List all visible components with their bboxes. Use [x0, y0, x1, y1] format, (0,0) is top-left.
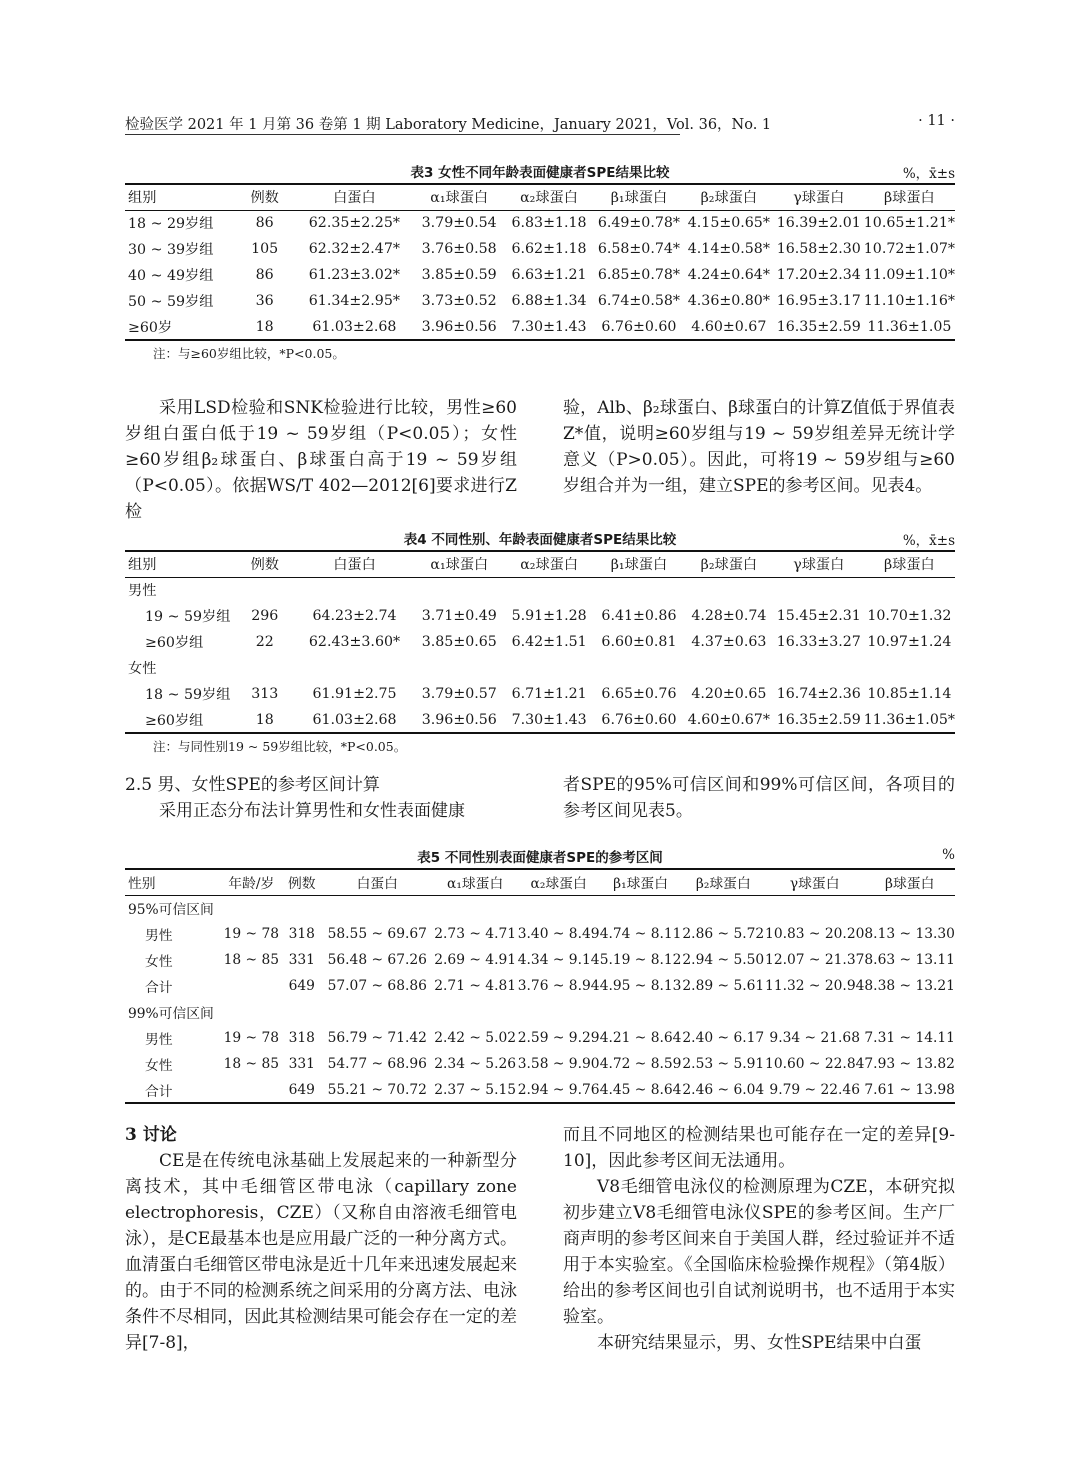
- table-cell: 6.65±0.76: [601, 686, 677, 702]
- table-3-unit: %，x̄±s: [902, 166, 955, 182]
- paragraph-text: 本研究结果显示，男、女性SPE结果中白蛋: [597, 1333, 922, 1353]
- table-cell: 3.79±0.57: [421, 686, 497, 702]
- table-cell: 6.88±1.34: [511, 293, 587, 309]
- table-cell: 18 ~ 59岁组: [145, 687, 231, 703]
- table-cell: 8.38 ~ 13.21: [864, 978, 955, 994]
- table-4-header-row: [125, 551, 955, 577]
- table-4-note: 注：与同性别19 ~ 59岁组比较，*P<0.05。: [153, 739, 407, 754]
- table-cell: 55.21 ~ 70.72: [327, 1081, 427, 1098]
- column-header: α₂球蛋白: [520, 557, 579, 574]
- column-header: α₁球蛋白: [430, 557, 489, 574]
- column-header: β₁球蛋白: [610, 557, 668, 574]
- table-cell: 4.37±0.63: [691, 634, 767, 650]
- column-header: β₂球蛋白: [700, 190, 758, 207]
- table-cell: 318: [288, 926, 315, 942]
- table-cell: 6.83±1.18: [511, 215, 587, 232]
- table-row: [125, 707, 955, 733]
- table-cell: 7.30±1.43: [511, 318, 587, 335]
- table-4-unit: %，x̄±s: [902, 533, 955, 549]
- table-5-unit: %: [942, 847, 955, 863]
- table-cell: 6.76±0.60: [601, 318, 677, 335]
- table-cell: 318: [288, 1030, 315, 1046]
- table-cell: [221, 973, 282, 999]
- table-cell: 女性: [145, 954, 173, 970]
- table-3-header-row: [125, 184, 955, 210]
- table-cell: 4.74 ~ 8.11: [599, 926, 682, 942]
- table-cell: 8.13 ~ 13.30: [864, 926, 955, 942]
- table-cell: 86: [255, 267, 274, 283]
- column-header: 白蛋白: [333, 190, 376, 207]
- table-cell: 3.71±0.49: [421, 608, 497, 624]
- table-5-caption-row: [125, 846, 955, 868]
- table-cell: 2.73 ~ 4.71: [434, 926, 517, 942]
- table-cell: 男性: [145, 928, 173, 944]
- table-cell: 3.76±0.58: [421, 241, 497, 257]
- table-cell: 61.03±2.68: [312, 711, 397, 728]
- section-3-left: [125, 1122, 517, 1356]
- column-header: β₂球蛋白: [695, 876, 751, 893]
- table-3: [125, 161, 955, 362]
- table-row: [125, 947, 955, 973]
- table-cell: 2.37 ~ 5.15: [434, 1081, 517, 1098]
- table-cell: 2.94 ~ 9.76: [517, 1081, 600, 1098]
- paragraph-text: CE是在传统电泳基础上发展起来的一种新型分离技术，其中毛细管区带电泳（capillary zone electrophoresis，CZE）（又称自由溶液毛细管电泳），是CE最基本也是应用最广泛的一种分离方式。血清蛋白毛细管区带电泳是近十几年来迅速发展起来的。由于不同的检测系统之间采用的分离方法、电泳条件不尽相同，因此其检测结果可能会存在一定的差异[7-8]，: [125, 1151, 517, 1353]
- table-cell: 6.71±1.21: [511, 686, 587, 702]
- table-cell: 16.58±2.30: [776, 241, 861, 257]
- section-3-right: [563, 1122, 955, 1356]
- table-cell: 2.59 ~ 9.29: [517, 1030, 600, 1046]
- table-cell: 54.77 ~ 68.96: [327, 1056, 427, 1072]
- table-cell: 62.35±2.25*: [308, 215, 400, 232]
- table-cell: 10.97±1.24: [867, 634, 952, 650]
- table-row: [125, 973, 955, 999]
- paragraph-lsd-right: [563, 395, 955, 499]
- table-cell: 10.85±1.14: [867, 686, 952, 702]
- table-row: [125, 210, 955, 236]
- table-4-caption: 表4 不同性别、年龄表面健康者SPE结果比较: [403, 532, 677, 548]
- table-3-note: 注：与≥60岁组比较，*P<0.05。: [153, 346, 345, 361]
- table-cell: 3.76 ~ 8.94: [517, 978, 600, 994]
- table-cell: 6.76±0.60: [601, 711, 677, 728]
- column-header: α₁球蛋白: [447, 876, 504, 893]
- table-cell: 649: [288, 1081, 315, 1098]
- table-cell: 50 ~ 59岁组: [128, 294, 214, 310]
- table-cell: 3.40 ~ 8.49: [517, 926, 600, 942]
- table-row: [125, 921, 955, 947]
- table-cell: 10.65±1.21*: [863, 215, 955, 232]
- table-cell: 64.23±2.74: [312, 608, 397, 624]
- table-cell: 4.34 ~ 9.14: [517, 952, 600, 968]
- table-cell: 11.36±1.05*: [863, 711, 955, 728]
- column-header: α₂球蛋白: [520, 190, 578, 207]
- table-cell: 2.86 ~ 5.72: [682, 926, 765, 942]
- table-cell: 649: [288, 978, 315, 994]
- table-cell: 4.72 ~ 8.59: [599, 1056, 682, 1072]
- column-header: 例数: [250, 190, 279, 207]
- table-cell: 58.55 ~ 69.67: [327, 926, 427, 942]
- column-header: α₁球蛋白: [430, 190, 489, 207]
- table-cell: 16.35±2.59: [776, 318, 861, 335]
- table-cell: 6.42±1.51: [511, 634, 587, 650]
- table-cell: 3.96±0.56: [421, 711, 497, 728]
- table-cell: 3.85±0.65: [421, 634, 497, 650]
- table-5-caption: 表5 不同性别表面健康者SPE的参考区间: [417, 850, 663, 866]
- table-4: [125, 528, 955, 755]
- table-cell: 16.33±3.27: [776, 634, 861, 650]
- table-cell: 12.07 ~ 21.37: [765, 952, 865, 968]
- column-header: 年龄/岁: [228, 876, 275, 893]
- group-label: 99%可信区间: [128, 1006, 214, 1022]
- column-header: 白蛋白: [356, 876, 398, 893]
- table-cell: 36: [255, 293, 274, 309]
- table-cell: 10.70±1.32: [867, 608, 952, 624]
- header-rule: [125, 134, 680, 135]
- table-cell: 4.24±0.64*: [687, 267, 770, 283]
- table-cell: 331: [288, 1056, 315, 1072]
- column-header: 组别: [128, 557, 157, 574]
- table-cell: 62.32±2.47*: [308, 241, 400, 257]
- table-cell: 5.19 ~ 8.12: [599, 952, 682, 968]
- table-cell: 6.41±0.86: [601, 608, 677, 624]
- group-row: [125, 999, 955, 1025]
- table-5-grid: [125, 868, 955, 1104]
- column-header: 性别: [128, 876, 156, 893]
- table-cell: 61.03±2.68: [312, 318, 397, 335]
- table-cell: 18: [255, 711, 274, 728]
- column-header: γ球蛋白: [793, 190, 845, 207]
- table-cell: 61.23±3.02*: [308, 267, 400, 283]
- table-cell: 10.60 ~ 22.84: [765, 1056, 865, 1072]
- table-5: [125, 846, 955, 1104]
- table-cell: 15.45±2.31: [776, 608, 861, 624]
- table-cell: 19 ~ 59岁组: [145, 609, 231, 625]
- table-cell: 9.79 ~ 22.46: [769, 1081, 860, 1098]
- table-cell: 56.48 ~ 67.26: [327, 952, 427, 968]
- table-row: [125, 314, 955, 340]
- group-label: 男性: [128, 583, 157, 600]
- table-cell: 19 ~ 78: [223, 926, 280, 942]
- table-cell: 4.36±0.80*: [687, 293, 770, 309]
- table-cell: 40 ~ 49岁组: [128, 268, 214, 284]
- table-cell: 296: [251, 608, 279, 624]
- table-cell: 105: [251, 241, 279, 257]
- table-row: [125, 262, 955, 288]
- table-cell: 18 ~ 29岁组: [128, 216, 214, 233]
- table-cell: 7.30±1.43: [511, 711, 587, 728]
- table-cell: 2.42 ~ 5.02: [434, 1030, 517, 1046]
- section-3-heading: 3 讨论: [125, 1125, 177, 1145]
- column-header: α₂球蛋白: [530, 876, 587, 893]
- table-cell: 4.28±0.74: [691, 608, 767, 624]
- table-cell: 5.91±1.28: [511, 608, 587, 624]
- paragraph-text: V8毛细管电泳仪的检测原理为CZE，本研究拟初步建立V8毛细管电泳仪SPE的参考区间。生产厂商声明的参考区间来自于美国人群，经过验证并不适用于本实验室。《全国临床检验操作规程》（第4版）给出的参考区间也引自试剂说明书，也不适用于本实验室。: [563, 1177, 955, 1327]
- table-cell: 16.39±2.01: [776, 215, 861, 232]
- group-row: [125, 577, 955, 603]
- section-2-5-right: [563, 772, 955, 824]
- table-cell: 6.62±1.18: [511, 241, 587, 257]
- table-cell: 男性: [145, 1032, 173, 1048]
- table-cell: 4.14±0.58*: [687, 241, 770, 257]
- table-cell: 2.46 ~ 6.04: [682, 1081, 765, 1098]
- table-3-grid: [125, 183, 955, 341]
- table-cell: 11.09±1.10*: [863, 267, 955, 283]
- table-cell: 61.91±2.75: [312, 686, 397, 702]
- paragraph-text: 验，Alb、β₂球蛋白、β球蛋白的计算Z值低于界值表Z*值，说明≥60岁组与19 ~ 59岁组差异无统计学意义（P>0.05）。因此，可将19 ~ 59岁组与≥60岁组合并为一组，建立SPE的参考区间。见表4。: [563, 398, 955, 496]
- section-2-5-heading: 2.5 男、女性SPE的参考区间计算: [125, 775, 380, 795]
- table-cell: 16.95±3.17: [776, 293, 861, 309]
- table-cell: 19 ~ 78: [223, 1030, 280, 1046]
- column-header: β球蛋白: [885, 876, 935, 893]
- table-cell: 2.94 ~ 5.50: [682, 952, 765, 968]
- table-cell: 4.20±0.65: [691, 686, 767, 702]
- table-cell: 4.60±0.67: [691, 318, 767, 335]
- column-header: β₂球蛋白: [700, 557, 758, 574]
- table-cell: 2.40 ~ 6.17: [682, 1030, 765, 1046]
- table-cell: 86: [255, 215, 274, 232]
- table-cell: 4.95 ~ 8.13: [599, 978, 682, 994]
- table-cell: 3.96±0.56: [421, 318, 497, 335]
- table-cell: 合计: [145, 1083, 173, 1100]
- section-2-5-left: [125, 772, 517, 824]
- table-cell: 6.74±0.58*: [597, 293, 680, 309]
- table-row: [125, 681, 955, 707]
- table-cell: 2.34 ~ 5.26: [434, 1056, 517, 1072]
- table-cell: 22: [255, 634, 274, 650]
- table-cell: 18: [255, 318, 274, 335]
- table-cell: 3.79±0.54: [421, 215, 497, 232]
- group-row: [125, 655, 955, 681]
- table-cell: 4.60±0.67*: [687, 711, 770, 728]
- table-cell: 313: [251, 686, 279, 702]
- table-cell: 11.32 ~ 20.94: [765, 978, 865, 994]
- table-4-caption-row: [125, 528, 955, 550]
- table-cell: 18 ~ 85: [223, 1056, 280, 1072]
- paragraph-lsd-left: [125, 395, 517, 525]
- table-cell: 2.53 ~ 5.91: [682, 1056, 765, 1072]
- column-header: 例数: [287, 876, 316, 893]
- table-cell: 11.36±1.05: [867, 318, 952, 335]
- table-3-caption-row: [125, 161, 955, 183]
- table-cell: 2.71 ~ 4.81: [434, 978, 517, 994]
- table-cell: 6.60±0.81: [601, 634, 677, 650]
- group-row: [125, 895, 955, 921]
- table-cell: 3.85±0.59: [421, 267, 497, 283]
- paragraph-text: 采用LSD检验和SNK检验进行比较，男性≥60岁组白蛋白低于19 ~ 59岁组（P<0.05）；女性≥60岁组β₂球蛋白、β球蛋白高于19 ~ 59岁组（P<0.05）。依据WS/T 402—2012[6]要求进行Z检: [125, 398, 517, 522]
- table-3-caption: 表3 女性不同年龄表面健康者SPE结果比较: [410, 165, 670, 181]
- table-row: [125, 629, 955, 655]
- group-label: 女性: [128, 661, 157, 677]
- table-cell: 7.61 ~ 13.98: [864, 1081, 955, 1098]
- table-cell: 4.45 ~ 8.64: [599, 1081, 682, 1098]
- table-row: [125, 236, 955, 262]
- table-cell: 6.63±1.21: [511, 267, 587, 283]
- column-header: β球蛋白: [883, 190, 935, 207]
- column-header: β球蛋白: [883, 557, 935, 574]
- table-cell: 57.07 ~ 68.86: [327, 978, 427, 994]
- table-cell: 7.93 ~ 13.82: [864, 1056, 955, 1072]
- table-cell: 2.89 ~ 5.61: [682, 978, 765, 994]
- table-cell: 10.72±1.07*: [863, 241, 955, 257]
- table-cell: ≥60岁组: [145, 712, 204, 729]
- paragraph-text: 而且不同地区的检测结果也可能存在一定的差异[9-10]，因此参考区间无法通用。: [563, 1125, 955, 1171]
- table-cell: ≥60岁组: [145, 635, 204, 651]
- table-row: [125, 603, 955, 629]
- table-cell: 6.58±0.74*: [597, 241, 680, 257]
- column-header: 白蛋白: [333, 557, 376, 574]
- column-header: β₁球蛋白: [613, 876, 669, 893]
- column-header: 例数: [250, 557, 279, 574]
- table-cell: 女性: [145, 1058, 173, 1074]
- journal-citation: 检验医学 2021 年 1 月第 36 卷第 1 期 Laboratory Medicine，January 2021，Vol. 36，No. 1: [125, 117, 772, 133]
- paragraph-text: 者SPE的95%可信区间和99%可信区间，各项目的参考区间见表5。: [563, 775, 955, 821]
- table-cell: 4.21 ~ 8.64: [599, 1030, 682, 1046]
- table-cell: 合计: [145, 980, 173, 996]
- column-header: γ球蛋白: [793, 557, 845, 574]
- table-cell: 16.35±2.59: [776, 711, 861, 728]
- table-5-header-row: [125, 869, 955, 895]
- table-cell: 10.83 ~ 20.20: [765, 926, 865, 942]
- column-header: γ球蛋白: [789, 876, 840, 893]
- table-cell: 4.15±0.65*: [687, 215, 770, 232]
- table-row: [125, 288, 955, 314]
- table-cell: ≥60岁: [128, 319, 173, 336]
- table-cell: [221, 1077, 282, 1103]
- table-row: [125, 1025, 955, 1051]
- table-cell: 17.20±2.34: [776, 267, 861, 283]
- table-cell: 9.34 ~ 21.68: [769, 1030, 860, 1046]
- table-cell: 8.63 ~ 13.11: [864, 952, 955, 968]
- column-header: 组别: [128, 190, 157, 207]
- table-cell: 56.79 ~ 71.42: [327, 1030, 427, 1046]
- column-header: β₁球蛋白: [610, 190, 668, 207]
- paragraph-text: 采用正态分布法计算男性和女性表面健康: [159, 801, 465, 821]
- table-row: [125, 1051, 955, 1077]
- table-cell: 30 ~ 39岁组: [128, 242, 214, 258]
- group-label: 95%可信区间: [128, 902, 214, 919]
- table-cell: 6.49±0.78*: [597, 215, 680, 232]
- table-cell: 11.10±1.16*: [863, 293, 955, 309]
- table-cell: 16.74±2.36: [776, 686, 861, 702]
- table-cell: 18 ~ 85: [223, 952, 280, 968]
- table-row: [125, 1077, 955, 1103]
- table-cell: 61.34±2.95*: [308, 293, 400, 309]
- table-cell: 7.31 ~ 14.11: [864, 1030, 955, 1046]
- table-cell: 2.69 ~ 4.91: [434, 952, 517, 968]
- table-4-grid: [125, 550, 955, 734]
- page-number: · 11 ·: [918, 113, 955, 129]
- table-cell: 62.43±3.60*: [308, 634, 401, 650]
- table-cell: 3.73±0.52: [421, 293, 497, 309]
- table-cell: 6.85±0.78*: [597, 267, 680, 283]
- table-cell: 3.58 ~ 9.90: [517, 1056, 600, 1072]
- table-cell: 331: [288, 952, 315, 968]
